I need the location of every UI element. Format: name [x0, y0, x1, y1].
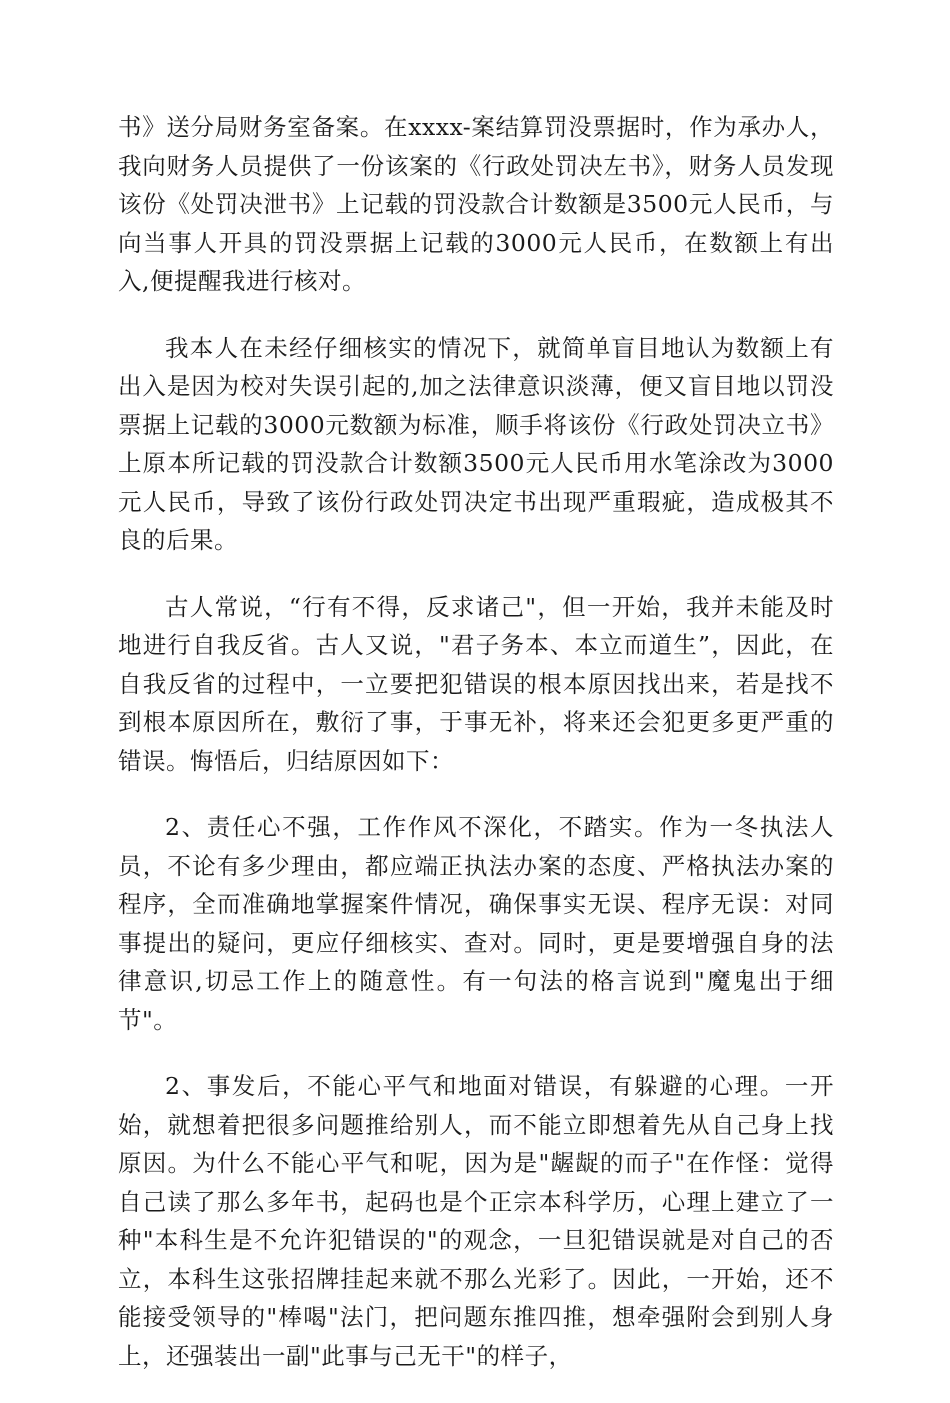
- paragraph-5: 2、事发后，不能心平气和地面对错误，有躲避的心理。一开始，就想着把很多问题推给别人，而不能立即想着先从自己身上找原因。为什么不能心平气和呢，因为是"龌龊的而子"在作怪：觉得自己读了那么多年书，起码也是个正宗本科学历，心理上建立了一种"本科生是不允许犯错误的"的观念，一旦犯错误就是对自己的否立，本科生这张招牌挂起来就不那么光彩了。因此，一开始，还不能接受领导的"棒喝"法门，把问题东推四推，想牵强附会到别人身上，还强装出一副"此事与己无干"的样子，: [118, 1072, 834, 1370]
- paragraph-4: 2、责任心不强，工作作风不深化，不踏实。作为一冬执法人员，不论有多少理由，都应端正执法办案的态度、严格执法办案的程序，全而准确地掌握案件情况，确保事实无误、程序无误：对同事提出的疑问，更应仔细核实、查对。同时，更是要增强自身的法律意识,切忌工作上的随意性。有一句法的格言说到"魔鬼出于细节"。: [118, 813, 834, 1034]
- paragraph-3: 古人常说，“行有不得，反求诸己"，但一开始，我并未能及时地进行自我反省。古人又说，"君子务本、本立而道生”，因此，在自我反省的过程中，一立要把犯错误的根本原因找出来，若是找不到根本原因所在，敷衍了事，于事无补，将来还会犯更多更严重的错误。悔悟后，归结原因如下：: [118, 592, 834, 775]
- paragraph-1: 书》送分局财务室备案。在xxxx-案结算罚没票据时，作为承办人，我向财务人员提供了一份该案的《行政处罚决左书》，财务人员发现该份《处罚决泄书》上记载的罚没款合计数额是3500元人民币，与向当事人开具的罚没票据上记载的3000元人民币，在数额上有出入,便提醒我进行核对。: [118, 113, 834, 295]
- paragraph-2: 我本人在未经仔细核实的情况下，就简单盲目地认为数额上有出入是因为校对失误引起的,加之法律意识淡薄，便又盲目地以罚没票据上记载的3000元数额为标准，顺手将该份《行政处罚决立书》上原本所记载的罚没款合计数额3500元人民币用水笔涂改为3000元人民币，导致了该份行政处罚决定书出现严重瑕疵，造成极其不良的后果。: [118, 333, 834, 554]
- document-body: [118, 108, 834, 1403]
